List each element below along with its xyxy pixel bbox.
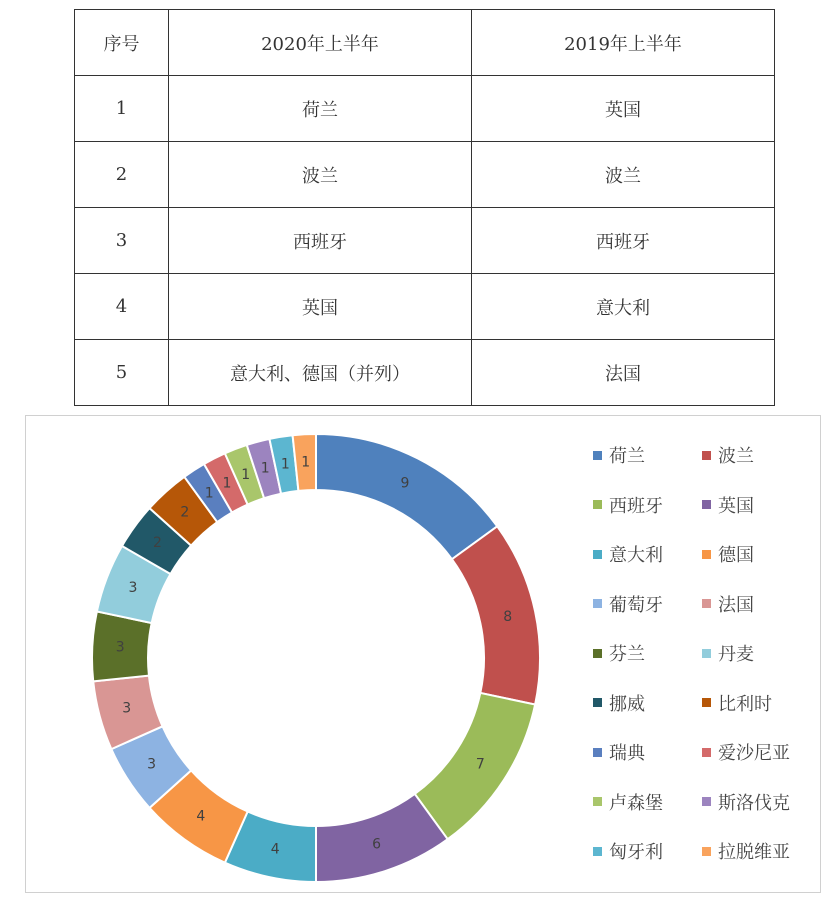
header-2020h1: 2020年上半年 bbox=[169, 10, 472, 76]
cell-rank: 4 bbox=[75, 274, 169, 340]
donut-data-label: 7 bbox=[475, 756, 485, 773]
legend-label: 德国 bbox=[718, 545, 754, 566]
legend-swatch bbox=[702, 500, 711, 509]
legend-item bbox=[593, 791, 663, 813]
legend-swatch bbox=[593, 550, 602, 559]
donut-data-label: 1 bbox=[260, 460, 270, 477]
donut-data-label: 6 bbox=[372, 836, 382, 853]
donut-slice-2 bbox=[452, 526, 540, 704]
cell-2019: 西班牙 bbox=[472, 208, 775, 274]
legend-label: 波兰 bbox=[718, 446, 754, 467]
donut-data-label: 2 bbox=[180, 504, 190, 521]
cell-rank: 5 bbox=[75, 340, 169, 406]
legend-swatch bbox=[593, 500, 602, 509]
donut-data-label: 9 bbox=[400, 475, 410, 492]
legend-item bbox=[593, 543, 663, 565]
donut-data-label: 3 bbox=[128, 579, 138, 596]
legend-label: 法国 bbox=[718, 594, 754, 616]
table-row bbox=[75, 208, 775, 274]
legend-item bbox=[702, 543, 754, 565]
table-row bbox=[75, 340, 775, 406]
legend-swatch bbox=[593, 599, 602, 608]
legend-swatch bbox=[702, 599, 711, 608]
legend-item bbox=[593, 444, 645, 466]
table-row bbox=[75, 142, 775, 208]
donut-data-label: 1 bbox=[301, 454, 311, 471]
cell-2020: 西班牙 bbox=[169, 208, 472, 274]
cell-rank: 3 bbox=[75, 208, 169, 274]
legend-label: 挪威 bbox=[609, 693, 645, 715]
legend-item bbox=[702, 692, 772, 714]
legend-label: 英国 bbox=[718, 495, 754, 517]
legend-label: 意大利 bbox=[609, 545, 663, 566]
donut-data-label: 3 bbox=[147, 756, 157, 773]
legend-label: 爱沙尼亚 bbox=[718, 743, 790, 764]
cell-2019: 波兰 bbox=[472, 142, 775, 208]
header-2019h1: 2019年上半年 bbox=[472, 10, 775, 76]
legend-item bbox=[702, 840, 790, 862]
legend-swatch bbox=[702, 847, 711, 856]
donut-data-label: 4 bbox=[196, 808, 206, 825]
donut-data-label: 1 bbox=[204, 485, 214, 502]
legend-label: 荷兰 bbox=[609, 446, 645, 467]
chart-frame bbox=[25, 415, 821, 893]
legend-label: 丹麦 bbox=[718, 644, 754, 665]
legend-item bbox=[593, 593, 663, 615]
cell-2019: 意大利 bbox=[472, 274, 775, 340]
legend-swatch bbox=[593, 649, 602, 658]
donut-data-label: 1 bbox=[280, 456, 290, 473]
legend-label: 西班牙 bbox=[609, 495, 663, 517]
legend-swatch bbox=[702, 748, 711, 757]
legend-item bbox=[702, 593, 754, 615]
legend-label: 卢森堡 bbox=[609, 792, 663, 814]
legend-item bbox=[593, 692, 645, 714]
donut-data-label: 3 bbox=[122, 700, 132, 717]
legend-label: 匈牙利 bbox=[609, 842, 663, 863]
legend-swatch bbox=[702, 649, 711, 658]
legend-swatch bbox=[702, 797, 711, 806]
legend-swatch bbox=[593, 797, 602, 806]
header-rank: 序号 bbox=[75, 10, 169, 76]
legend-swatch bbox=[702, 550, 711, 559]
legend-item bbox=[593, 494, 663, 516]
cell-2020: 英国 bbox=[169, 274, 472, 340]
donut-slice-1 bbox=[316, 434, 497, 559]
legend-swatch bbox=[593, 698, 602, 707]
donut-data-label: 8 bbox=[503, 609, 513, 626]
legend-swatch bbox=[702, 451, 711, 460]
legend-swatch bbox=[593, 847, 602, 856]
legend-item bbox=[702, 791, 790, 813]
legend-label: 瑞典 bbox=[609, 743, 645, 764]
cell-2020: 波兰 bbox=[169, 142, 472, 208]
ranking-table bbox=[74, 9, 775, 406]
legend-item bbox=[702, 642, 754, 664]
legend-label: 比利时 bbox=[718, 693, 772, 715]
legend-item bbox=[702, 444, 754, 466]
legend-item bbox=[593, 642, 645, 664]
legend-item bbox=[702, 741, 790, 763]
cell-rank: 2 bbox=[75, 142, 169, 208]
legend-swatch bbox=[702, 698, 711, 707]
legend-label: 拉脱维亚 bbox=[718, 842, 790, 863]
donut-data-label: 1 bbox=[222, 475, 232, 492]
table-row bbox=[75, 76, 775, 142]
table-header-row bbox=[75, 10, 775, 76]
cell-2019: 法国 bbox=[472, 340, 775, 406]
cell-rank: 1 bbox=[75, 76, 169, 142]
cell-2020: 意大利、德国（并列） bbox=[169, 340, 472, 406]
cell-2019: 英国 bbox=[472, 76, 775, 142]
donut-data-label: 1 bbox=[241, 467, 251, 484]
legend-swatch bbox=[593, 451, 602, 460]
legend-label: 芬兰 bbox=[609, 644, 645, 665]
table-row bbox=[75, 274, 775, 340]
donut-data-label: 4 bbox=[270, 841, 280, 858]
legend-item bbox=[593, 840, 663, 862]
legend-label: 葡萄牙 bbox=[609, 594, 663, 616]
legend-label: 斯洛伐克 bbox=[718, 792, 790, 814]
legend-swatch bbox=[593, 748, 602, 757]
donut-chart bbox=[26, 416, 820, 892]
donut-data-label: 3 bbox=[115, 639, 125, 656]
legend-item bbox=[593, 741, 645, 763]
cell-2020: 荷兰 bbox=[169, 76, 472, 142]
donut-data-label: 2 bbox=[152, 534, 162, 551]
legend-item bbox=[702, 494, 754, 516]
